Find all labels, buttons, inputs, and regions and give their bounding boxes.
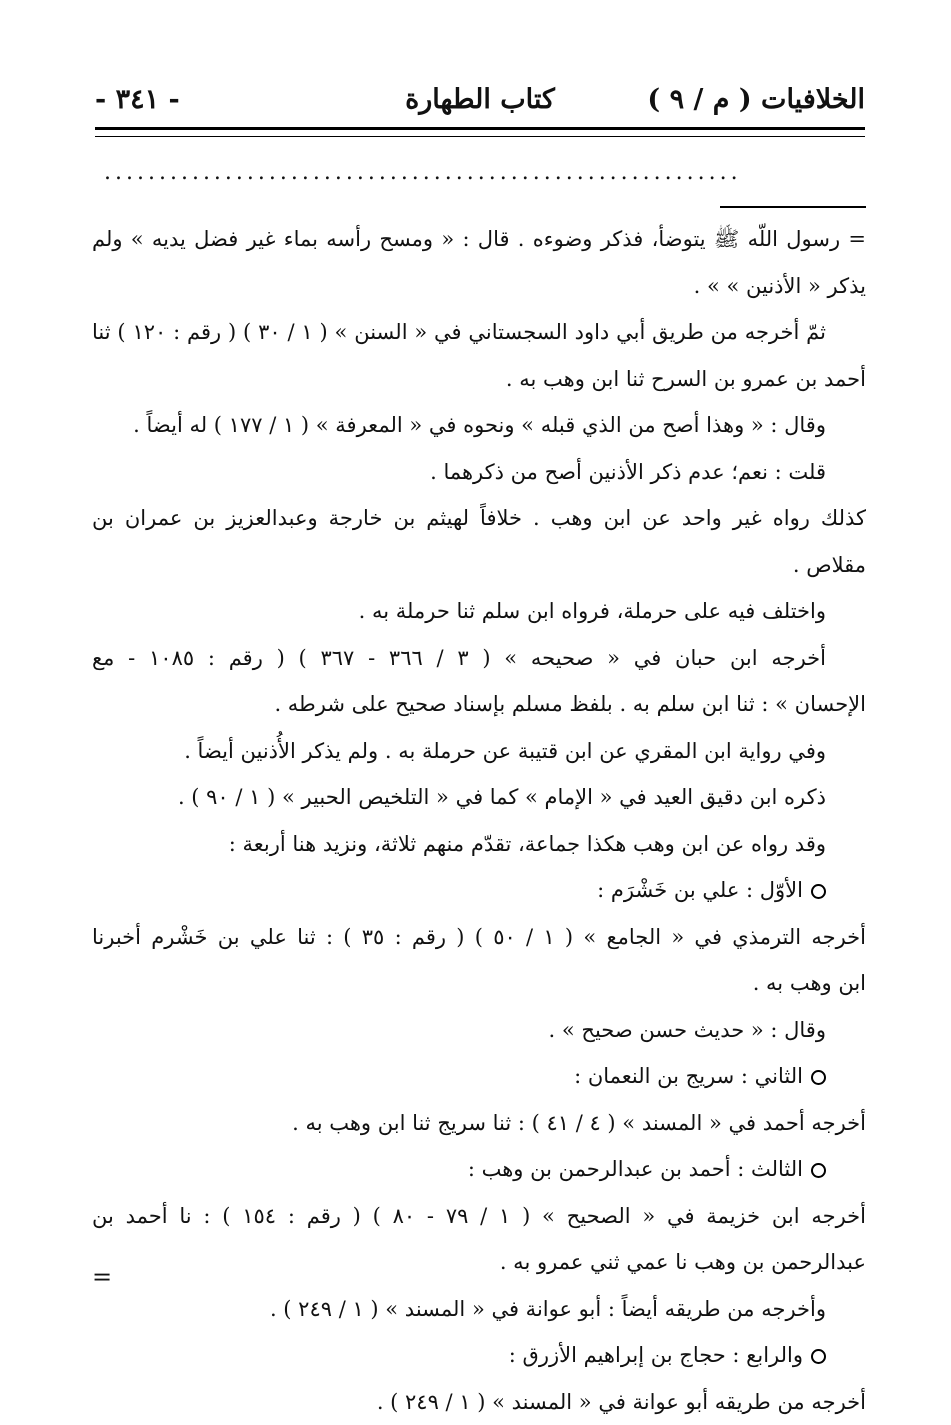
footnote-rule <box>720 206 866 208</box>
header-rule-thick <box>95 127 865 130</box>
list-item <box>92 1332 866 1379</box>
text-line: عبدالرحمن بن وهب نا عمي ثني عمرو به . <box>92 1239 866 1286</box>
text-line: أخرجه ابن حبان في « صحيحه » ( ٣ / ٣٦٦ - ٣٦٧ ) ( رقم : ١٠٨٥ - مع <box>92 635 866 682</box>
text-line: وفي رواية ابن المقري عن ابن قتيبة عن حرملة به . ولم يذكر الأُذنين أيضاً . <box>92 728 866 775</box>
text-line: = رسول اللّه ﷺ يتوضأ، فذكر وضوءه . قال : « ومسح رأسه بماء غير فضل يديه » ولم <box>92 216 866 263</box>
circle-bullet-icon <box>811 1163 826 1178</box>
text-line: وأخرجه من طريقه أيضاً : أبو عوانة في « المسند » ( ١ / ٢٤٩ ) . <box>92 1286 866 1333</box>
text-line: مقلاص . <box>92 542 866 589</box>
text-line: قلت : نعم؛ عدم ذكر الأذنين أصح من ذكرهما . <box>92 449 866 496</box>
list-item-label: الثالث : أحمد بن عبدالرحمن بن وهب : <box>468 1157 803 1181</box>
footnote-body <box>92 216 866 1425</box>
header-book-title: كتاب الطهارة <box>405 82 555 118</box>
header-rule-thin <box>95 136 865 137</box>
text-line: واختلف فيه على حرملة، فرواه ابن سلم ثنا حرملة به . <box>92 588 866 635</box>
text-line: ثمّ أخرجه من طريق أبي داود السجستاني في « السنن » ( ١ / ٣٠ ) ( رقم : ١٢٠ ) ثنا <box>92 309 866 356</box>
circle-bullet-icon <box>811 884 826 899</box>
text-line: أخرجه أحمد في « المسند » ( ٤ / ٤١ ) : ثنا سريج ثنا ابن وهب به . <box>92 1100 866 1147</box>
text-line: وقد رواه عن ابن وهب هكذا جماعة، تقدّم منهم ثلاثة، ونزيد هنا أربعة : <box>92 821 866 868</box>
header-section-title: الخلافيات ( م / ٩ ) <box>647 82 865 118</box>
circle-bullet-icon <box>811 1349 826 1364</box>
circle-bullet-icon <box>811 1070 826 1085</box>
text-line: أخرجه الترمذي في « الجامع » ( ١ / ٥٠ ) ( رقم : ٣٥ ) : ثنا علي بن خَشْرم أخبرنا <box>92 914 866 961</box>
text-line: أخرجه ابن خزيمة في « الصحيح » ( ١ / ٧٩ - ٨٠ ) ( رقم : ١٥٤ ) : نا أحمد بن <box>92 1193 866 1240</box>
list-item <box>92 1053 866 1100</box>
text-line: أخرجه من طريقه أبو عوانة في « المسند » ( ١ / ٢٤٩ ) . <box>92 1379 866 1425</box>
text-line: يذكر « الأذنين » » . <box>92 263 866 310</box>
list-item-label: والرابع : حجاج بن إبراهيم الأزرق : <box>509 1343 803 1367</box>
text-line: الإحسان » : ثنا ابن سلم به . بلفظ مسلم بإسناد صحيح على شرطه . <box>92 681 866 728</box>
list-item-label: الأوّل : علي بن خَشْرَم : <box>597 878 803 902</box>
continuation-mark: = <box>92 1262 112 1292</box>
dotted-separator: .......................................................... <box>104 158 864 188</box>
text-line: ابن وهب به . <box>92 960 866 1007</box>
text-line: ذكره ابن دقيق العيد في « الإمام » كما في « التلخيص الحبير » ( ١ / ٩٠ ) . <box>92 774 866 821</box>
text-line: وقال : « وهذا أصح من الذي قبله » ونحوه في « المعرفة » ( ١ / ١٧٧ ) له أيضاً . <box>92 402 866 449</box>
text-line: كذلك رواه غير واحد عن ابن وهب . خلافاً لهيثم بن خارجة وعبدالعزيز بن عمران بن <box>92 495 866 542</box>
page-header <box>95 78 865 122</box>
text-line: أحمد بن عمرو بن السرح ثنا ابن وهب به . <box>92 356 866 403</box>
page-number: - ٣٤١ - <box>95 82 180 118</box>
list-item-label: الثاني : سريج بن النعمان : <box>574 1064 803 1088</box>
list-item <box>92 1146 866 1193</box>
list-item <box>92 867 866 914</box>
text-line: وقال : « حديث حسن صحيح » . <box>92 1007 866 1054</box>
